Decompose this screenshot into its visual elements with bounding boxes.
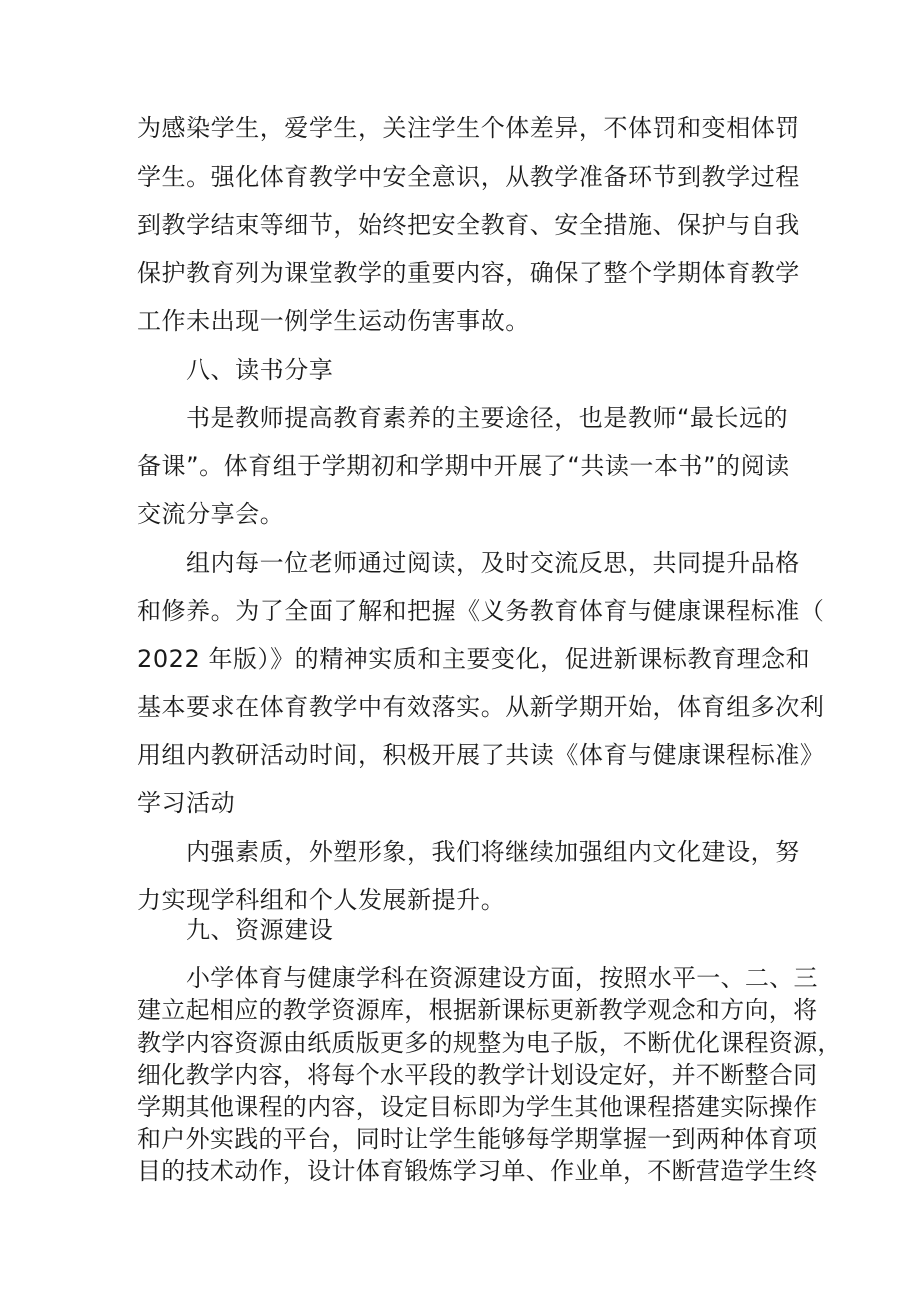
- paragraph-line: 工作未出现一例学生运动伤害事故。: [137, 307, 530, 335]
- paragraph-line: 目的技术动作，设计体育锻炼学习单、作业单，不断营造学生终: [137, 1157, 818, 1185]
- paragraph-line: 备课”。体育组于学期初和学期中开展了“共读一本书”的阅读: [137, 452, 790, 480]
- paragraph-line: 用组内教研活动时间，积极开展了共读《体育与健康课程标准》: [137, 741, 825, 769]
- section-heading-resource-building: 九、资源建设: [186, 916, 334, 944]
- paragraph-line: 内强素质，外塑形象，我们将继续加强组内文化建设，努: [186, 838, 800, 866]
- paragraph-line: 学习活动: [137, 789, 236, 817]
- paragraph-line: 力实现学科组和个人发展新提升。: [137, 886, 506, 914]
- paragraph-line: 到教学结束等细节，始终把安全教育、安全措施、保护与自我: [137, 211, 800, 239]
- paragraph-line: 学生。强化体育教学中安全意识，从教学准备环节到教学过程: [137, 163, 800, 191]
- paragraph-line: 书是教师提高教育素养的主要途径，也是教师“最长远的: [186, 404, 789, 432]
- paragraph-line: 学期其他课程的内容，设定目标即为学生其他课程搭建实际操作: [137, 1093, 818, 1121]
- paragraph-line: 2022 年版）》的精神实质和主要变化，促进新课标教育理念和: [137, 645, 811, 673]
- paragraph-line: 为感染学生，爱学生，关注学生个体差异，不体罚和变相体罚: [137, 114, 800, 142]
- paragraph-line: 和修养。为了全面了解和把握《义务教育体育与健康课程标准（: [137, 597, 825, 625]
- paragraph-line: 细化教学内容，将每个水平段的教学计划设定好，并不断整合同: [137, 1061, 818, 1089]
- paragraph-line: 交流分享会。: [137, 500, 285, 528]
- paragraph-line: 小学体育与健康学科在资源建设方面，按照水平一、二、三: [186, 964, 818, 992]
- paragraph-line: 和户外实践的平台，同时让学生能够每学期掌握一到两种体育项: [137, 1125, 818, 1153]
- paragraph-line: 基本要求在体育教学中有效落实。从新学期开始，体育组多次利: [137, 693, 825, 721]
- paragraph-line: 保护教育列为课堂教学的重要内容，确保了整个学期体育教学: [137, 259, 800, 287]
- paragraph-line: 组内每一位老师通过阅读，及时交流反思，共同提升品格: [186, 549, 800, 577]
- paragraph-line: 建立起相应的教学资源库，根据新课标更新教学观念和方向，将: [137, 996, 818, 1024]
- paragraph-line: 教学内容资源由纸质版更多的规整为电子版，不断优化课程资源，: [137, 1029, 842, 1057]
- section-heading-reading-share: 八、读书分享: [186, 356, 334, 384]
